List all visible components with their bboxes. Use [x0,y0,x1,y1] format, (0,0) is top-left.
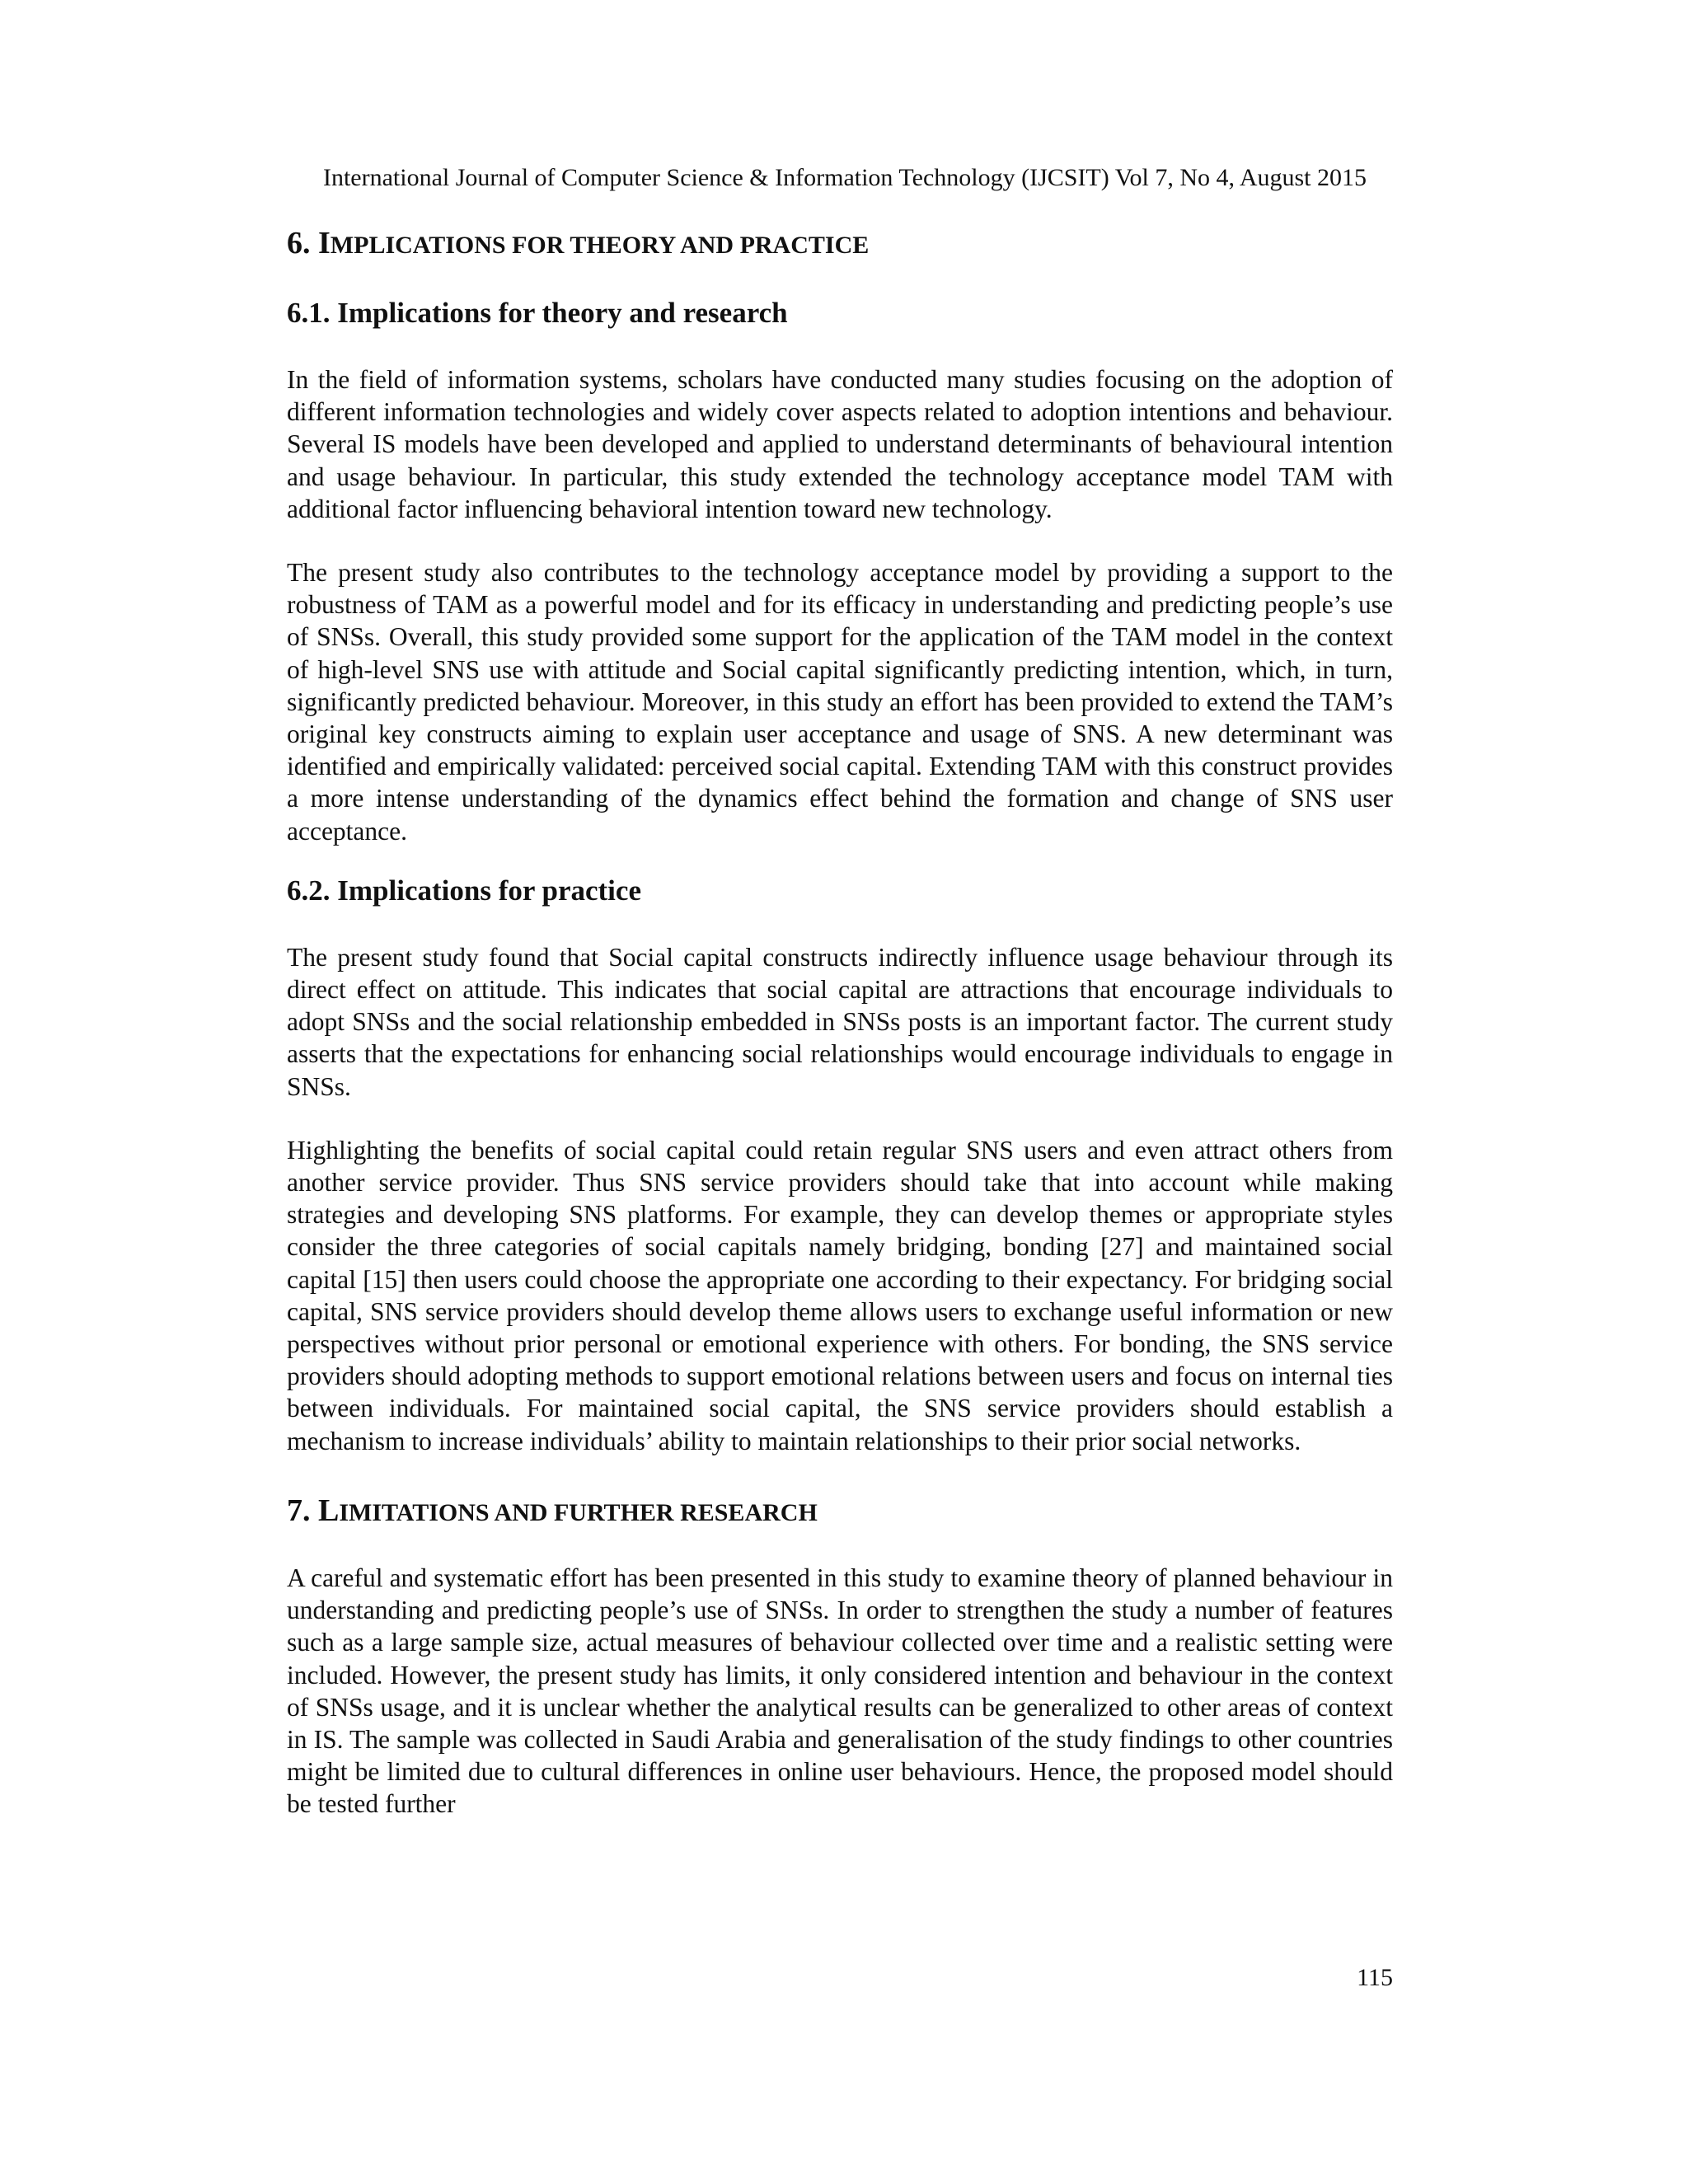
subsection-heading-theory-research: 6.1. Implications for theory and research [287,297,788,329]
paragraph: The present study found that Social capital constructs indirectly influence usage behaviour through its direct effect on attitude. This indicates that social capital are attractions that encourage individuals to adopt SNSs and the social relationship embedded in SNSs posts is an important factor. The current study asserts that the expectations for enhancing social relationships would encourage individuals to engage in SNSs. [287,942,1393,1101]
section-title-initial: I [318,226,331,260]
page-number: 115 [1357,1964,1393,1991]
paragraph: In the field of information systems, scholars have conducted many studies focusing on the adoption of different information technologies and widely cover aspects related to adoption intentions and behaviour. Several IS models have been developed and applied to understand determinants of behavioural intention and usage behaviour. In particular, this study extended the technology acceptance model TAM with additional factor influencing behavioral intention toward new technology. [287,365,1393,523]
section-heading-implications [287,223,1393,266]
section-number: 6. [287,226,318,260]
page-content [287,223,1393,1821]
section-title-rest: MPLICATIONS FOR THEORY AND PRACTICE [330,232,870,259]
section-number: 7. [287,1493,318,1528]
running-header: International Journal of Computer Science & Information Technology (IJCSIT) Vol 7, No 4, August 2015 [322,164,1367,191]
section-title-rest: IMITATIONS AND FURTHER RESEARCH [339,1498,818,1526]
paragraph: A careful and systematic effort has been presented in this study to examine theory of planned behaviour in understanding and predicting people’s use of SNSs. In order to strengthen the study a number of features such as a large sample size, actual measures of behaviour collected over time and a realistic setting were included. However, the present study has limits, it only considered intention and behaviour in the context of SNSs usage, and it is unclear whether the analytical results can be generalized to other areas of context in IS. The sample was collected in Saudi Arabia and generalisation of the study findings to other countries might be limited due to cultural differences in online user behaviours. Hence, the proposed model should be tested further [287,1563,1393,1819]
subsection-heading-practice: 6.2. Implications for practice [287,874,641,907]
section-title-initial: L [318,1493,340,1528]
paragraph: The present study also contributes to the technology acceptance model by providing a support to the robustness of TAM as a powerful model and for its efficacy in understanding and predicting people’s use of SNSs. Overall, this study provided some support for the application of the TAM model in the context of high-level SNS use with attitude and Social capital significantly predicting intention, which, in turn, significantly predicted behaviour. Moreover, in this study an effort has been provided to extend the TAM’s original key constructs aiming to explain user acceptance and usage of SNS. A new determinant was identified and empirically validated: perceived social capital. Extending TAM with this construct provides a more intense understanding of the dynamics effect behind the formation and change of SNS user acceptance. [287,558,1393,846]
section-heading-limitations [287,1490,1393,1534]
paragraph: Highlighting the benefits of social capital could retain regular SNS users and even attract others from another service provider. Thus SNS service providers should take that into account while making strategies and developing SNS platforms. For example, they can develop themes or appropriate styles consider the three categories of social capitals namely bridging, bonding [27] and maintained social capital [15] then users could choose the appropriate one according to their expectancy. For bridging social capital, SNS service providers should develop theme allows users to exchange useful information or new perspectives without prior personal or emotional experience with others. For bonding, the SNS service providers should adopting methods to support emotional relations between users and focus on internal ties between individuals. For maintained social capital, the SNS service providers should establish a mechanism to increase individuals’ ability to maintain relationships to their prior social networks. [287,1135,1393,1455]
